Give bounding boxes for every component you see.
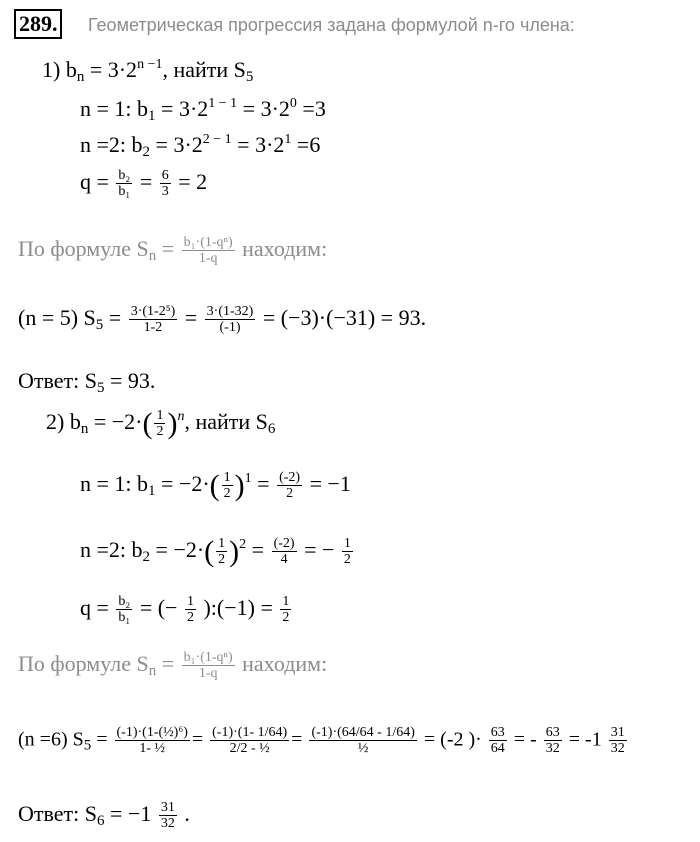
fraction: $\frac{1}{2}$: [223, 470, 231, 502]
answer-2: Ответ: $S_6 = -1$ $\frac{31}{32}$ .: [18, 800, 190, 832]
part2-term-1: n = 1: $b_1 = -2\cdot$( $\frac{1}{2}$ )$^1$ = $\frac{(-2)}{2}$ = −1: [80, 468, 351, 502]
part1-statement: 1) $b_n = 3\cdot 2^{n -1}$, найти $S_5$: [42, 57, 254, 85]
fraction: $\frac{3\cdot(1-32)}{(-1)}$: [206, 304, 254, 336]
fraction: $\frac{\text{b₂}}{\text{b₁}}$: [118, 594, 131, 626]
part1-ratio: q = $\frac{\text{b₂}}{\text{b₁}}$ = $\frac{6}{3}$ = 2: [80, 168, 208, 200]
fraction: $\frac{\text{b₁·(1-qⁿ)}}{1-q}$: [183, 650, 233, 682]
fraction: $\frac{63}{64}$: [490, 725, 505, 757]
sum-formula-line: По формуле $S_n$ = $\frac{\text{b₁·(1-qⁿ)}}{1-q}$ находим:: [18, 235, 328, 267]
fraction: $\frac{\text{(-1)·(1-(½)⁶)}}{\text{1- ½}}$: [116, 725, 188, 757]
problem-header: Геометрическая прогрессия задана формулой n-го члена:: [88, 15, 575, 35]
fraction: $\frac{1}{2}$: [218, 536, 226, 568]
fraction: $\frac{63}{32}$: [545, 725, 560, 757]
fraction: $\frac{31}{32}$: [610, 725, 625, 757]
fraction: $\frac{1}{2}$: [282, 594, 290, 626]
sum-formula-line-2: По формуле $S_n$ = $\frac{\text{b₁·(1-qⁿ)}}{1-q}$ находим:: [18, 650, 328, 682]
fraction: $\frac{\text{3·(1-2⁵)}}{1-2}$: [130, 304, 176, 336]
answer-1: Ответ: $S_5 = 93$.: [18, 368, 156, 396]
fraction: (-1)·(64/64 - 1/64) ½: [311, 725, 415, 757]
part1-term-1: n = 1: $b_1 = 3\cdot 2^{1 - 1} = 3\cdot 2^0 =3$: [80, 96, 326, 124]
fraction: $\frac{1}{2}$: [186, 594, 194, 626]
fraction: $\frac{1}{2}$: [156, 408, 164, 440]
fraction: $\frac{(-2)}{4}$: [273, 536, 295, 568]
fraction: $\frac{6}{3}$: [161, 168, 169, 200]
fraction: $\frac{(-2)}{2}$: [279, 470, 301, 502]
part2-statement: 2) $b_n = -2\cdot$( $\frac{1}{2}$ )$^n$, найти $S_6$: [46, 406, 276, 440]
sum-calculation-2: (n =6) $S_5$ = $\frac{\text{(-1)·(1-(½)⁶)}}{\text{1- ½}}$ = $\frac{(-1)\cdot(1- 1/64)}{\text{2/2 - ½}}$ = (-1)·(64/64 - 1/64) ½ = (-2 )· $\frac{63}{64}$ = - $\frac{63}{32}$ = -1 $\frac{31}{32}$: [18, 725, 625, 757]
fraction: $\frac{\text{b₁·(1-qⁿ)}}{1-q}$: [183, 235, 233, 267]
part2-term-2: n =2: $b_2 = -2\cdot$( $\frac{1}{2}$ )$^2$ = $\frac{(-2)}{4}$ = − $\frac{1}{2}$: [80, 534, 351, 568]
fraction: $\frac{1}{2}$: [343, 536, 351, 568]
sum-calculation-1: (n = 5) $S_5$ = $\frac{\text{3·(1-2⁵)}}{1-2}$ = $\frac{3\cdot(1-32)}{(-1)}$ = (−3)·(−31) = 93.: [18, 304, 427, 336]
part1-term-2: n =2: $b_2 = 3\cdot 2^{2 - 1} = 3\cdot 2^1 =6$: [80, 132, 321, 160]
part2-ratio: q = $\frac{\text{b₂}}{\text{b₁}}$ = (− $\frac{1}{2}$ ):(−1) = $\frac{1}{2}$: [80, 594, 290, 626]
problem-number: 289.: [14, 9, 62, 39]
fraction: $\frac{31}{32}$: [160, 800, 175, 832]
fraction: $\frac{(-1)\cdot(1- 1/64)}{\text{2/2 - ½}}$: [212, 725, 288, 757]
fraction: $\frac{\text{b₂}}{\text{b₁}}$: [118, 168, 131, 200]
